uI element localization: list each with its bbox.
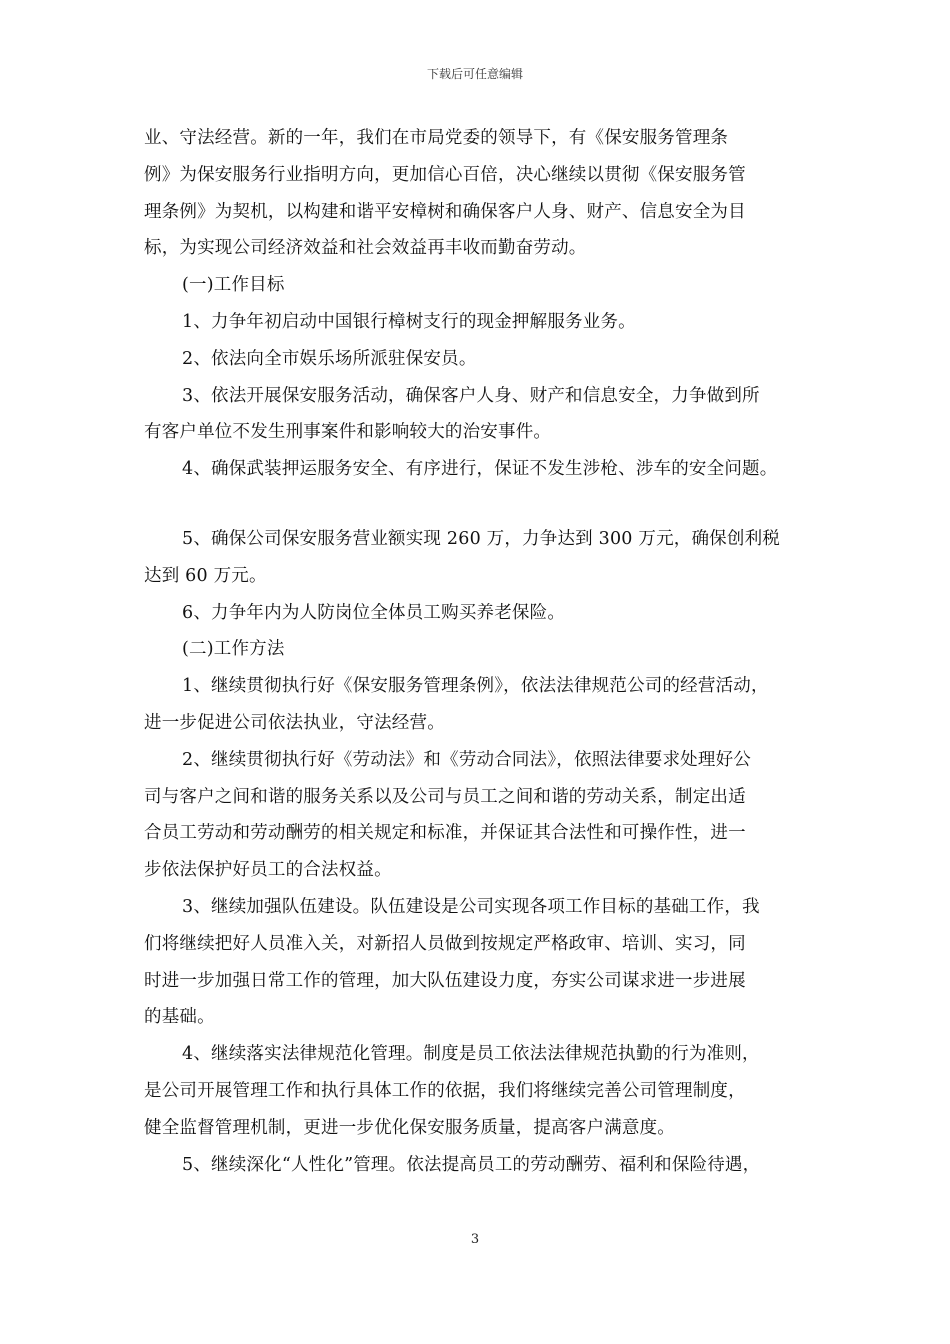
text-line: (一)工作目标 [182,275,285,296]
text-line: 2、依法向全市娱乐场所派驻保安员。 [182,348,477,369]
page-number: 3 [470,1232,480,1247]
text-line: 6、力争年内为人防岗位全体员工购买养老保险。 [182,602,566,623]
text-line: 4、确保武装押运服务安全、有序进行，保证不发生涉枪、涉车的安全问题。 [182,459,778,480]
text-line: 们将继续把好人员准入关，对新招人员做到按规定严格政审、培训、实习，同 [144,933,746,954]
text-line: 是公司开展管理工作和执行具体工作的依据，我们将继续完善公司管理制度， [144,1080,746,1101]
text-line: 2、继续贯彻执行好《劳动法》和《劳动合同法》，依照法律要求处理好公 [182,749,751,770]
text-line: 5、确保公司保安服务营业额实现 260 万，力争达到 300 万元，确保创利税 [182,528,780,549]
text-line: 的基础。 [144,1007,215,1028]
text-line: (二)工作方法 [182,639,285,660]
text-line: 1、力争年初启动中国银行樟树支行的现金押解服务业务。 [182,311,636,332]
text-line: 标，为实现公司经济效益和社会效益再丰收而勤奋劳动。 [144,238,587,259]
document-body [144,120,820,1183]
text-line: 3、依法开展保安服务活动，确保客户人身、财产和信息安全，力争做到所 [182,385,760,406]
text-line: 司与客户之间和谐的服务关系以及公司与员工之间和谐的劳动关系，制定出适 [144,786,746,807]
text-line: 健全监督管理机制，更进一步优化保安服务质量，提高客户满意度。 [144,1117,675,1138]
text-line: 业、守法经营。新的一年，我们在市局党委的领导下，有《保安服务管理条 [144,128,729,148]
text-line: 5、继续深化“人性化”管理。依法提高员工的劳动酬劳、福利和保险待遇， [182,1154,761,1175]
page-header: 下载后可任意编辑 [426,67,523,81]
text-line: 达到 60 万元。 [144,565,267,586]
text-line: 1、继续贯彻执行好《保安服务管理条例》，依法法律规范公司的经营活动， [182,676,769,697]
text-line: 合员工劳动和劳动酬劳的相关规定和标准，并保证其合法性和可操作性，进一 [144,823,746,844]
text-line: 例》为保安服务行业指明方向，更加信心百倍，决心继续以贯彻《保安服务管 [144,164,746,185]
paragraph-gap [144,488,820,521]
text-line: 有客户单位不发生刑事案件和影响较大的治安事件。 [144,422,552,443]
text-line: 进一步促进公司依法执业，守法经营。 [144,712,445,733]
text-line: 3、继续加强队伍建设。队伍建设是公司实现各项工作目标的基础工作，我 [182,896,760,917]
text-line: 4、继续落实法律规范化管理。制度是员工依法法律规范执勤的行为准则， [182,1044,760,1065]
text-line: 步依法保护好员工的合法权益。 [144,860,392,881]
text-line: 理条例》为契机，以构建和谐平安樟树和确保客户人身、财产、信息安全为目 [144,201,746,222]
text-line: 时进一步加强日常工作的管理，加大队伍建设力度，夯实公司谋求进一步进展 [144,970,746,991]
